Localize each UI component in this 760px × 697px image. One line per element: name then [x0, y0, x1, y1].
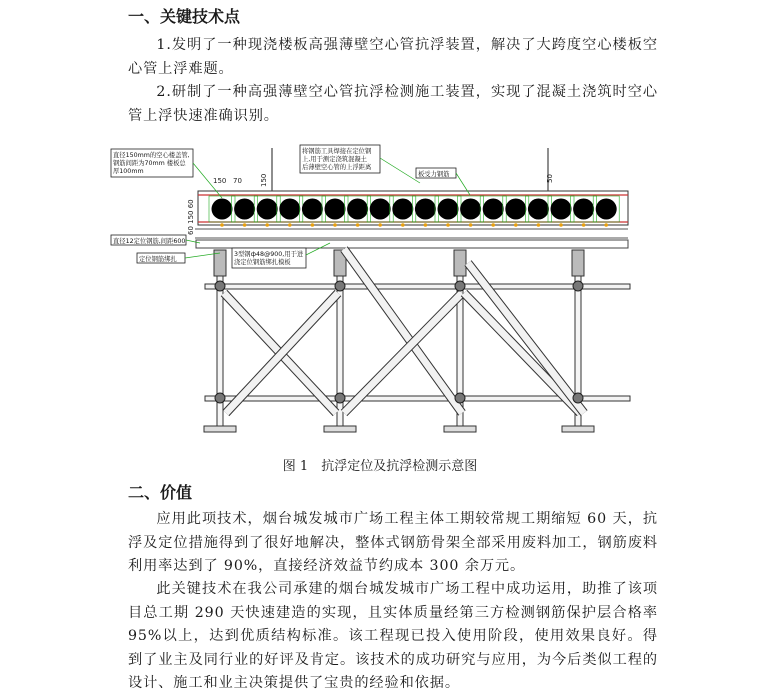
coupler — [455, 281, 465, 291]
dimension-150: 150 — [213, 177, 227, 185]
coupler — [335, 393, 345, 403]
tie-point — [220, 223, 224, 227]
base-plate — [444, 426, 476, 432]
dimension-side: 60 150 60 — [187, 199, 195, 235]
section1-title: 一、关键技术点 — [128, 7, 241, 26]
coupler — [215, 281, 225, 291]
section2-paragraph-2: 此关键技术在我公司承建的烟台城发城市广场工程中成功运用，助推了该项目总工期 290 天快速建造的实现，且实体质量经第三方检测钢筋保护层合格率 95%以上，达到优质结构标准。该工程现已投入使用阶段，使用效果良好。得到了业主及同行业的好评及肯定。该技术的成功研究与应用，为今后类似工程的设计、施工和业主决策提供了宝贵的经验和依据。 — [128, 581, 658, 691]
section1-item-1: 1.发明了一种现浇楼板高强薄壁空心管抗浮装置，解决了大跨度空心楼板空心管上浮难题。 — [128, 37, 658, 77]
hollow-pipe — [347, 199, 368, 220]
hollow-pipe — [370, 199, 391, 220]
figure-caption: 图 1 抗浮定位及抗浮检测示意图 — [282, 459, 478, 474]
dimension-70: 70 — [233, 177, 242, 185]
support-beam — [196, 240, 628, 248]
tie-point — [243, 223, 247, 227]
tie-wire-note-line: 定位钢筋绑扎 — [139, 256, 177, 263]
tie-point — [469, 223, 473, 227]
base-plate — [562, 426, 594, 432]
position-rebar-note-line: 直径12定位钢筋,间距600 — [113, 238, 186, 245]
tie-point — [537, 223, 541, 227]
coupler — [215, 393, 225, 403]
tie-point — [559, 223, 563, 227]
pipe-note-line: 直径150mm的空心楼盖管, — [113, 152, 190, 159]
coupler — [335, 281, 345, 291]
hollow-pipe — [302, 199, 323, 220]
scaffold-post — [217, 253, 223, 431]
tie-point — [604, 223, 608, 227]
hollow-pipe — [596, 199, 617, 220]
weld-note-line: 上,用于测定浇筑混凝土 — [302, 156, 367, 163]
hollow-pipe — [483, 199, 504, 220]
anti-floating-diagram — [0, 143, 760, 433]
tie-point — [582, 223, 586, 227]
horizontal-ledger — [205, 284, 630, 289]
scaffold-post — [337, 253, 343, 431]
coupler — [573, 281, 583, 291]
hollow-pipe — [325, 199, 346, 220]
hollow-pipe — [505, 199, 526, 220]
tie-point — [333, 223, 337, 227]
hollow-pipe — [392, 199, 413, 220]
hollow-pipe — [234, 199, 255, 220]
tie-point — [401, 223, 405, 227]
hollow-pipes — [195, 191, 628, 238]
beam-note-line: 3型钢ф48@900,用于进 — [234, 251, 304, 258]
base-plate — [324, 426, 356, 432]
hollow-pipe — [460, 199, 481, 220]
leader-line — [380, 158, 420, 183]
beam-note-line: 浇定位钢筋绑扎模板 — [234, 259, 291, 266]
hollow-pipe — [257, 199, 278, 220]
pipe-note-line: 钢筋间距为70mm 楼板总 — [113, 160, 186, 167]
hollow-pipe — [438, 199, 459, 220]
section2-title: 二、价值 — [128, 483, 193, 502]
pipe-note-line: 厚100mm — [113, 168, 144, 175]
hollow-pipe — [528, 199, 549, 220]
tie-point — [514, 223, 518, 227]
weld-note-line: 后薄壁空心管的上浮距离 — [302, 164, 372, 171]
adjustable-jack — [572, 250, 584, 276]
tie-point — [265, 223, 269, 227]
adjustable-jack — [454, 250, 466, 276]
diagonal-brace-fill — [464, 293, 580, 413]
tie-point — [446, 223, 450, 227]
tie-point — [424, 223, 428, 227]
tie-point — [378, 223, 382, 227]
hollow-pipe — [212, 199, 233, 220]
coupler — [573, 393, 583, 403]
hollow-pipe — [573, 199, 594, 220]
hollow-pipe — [415, 199, 436, 220]
coupler — [455, 393, 465, 403]
diagonal-brace-fill — [344, 249, 462, 413]
hollow-pipe — [279, 199, 300, 220]
tie-point — [356, 223, 360, 227]
rebar-note-line: 板受力钢筋 — [418, 171, 450, 178]
dimension-vertical: 150 — [260, 173, 268, 187]
section2-paragraph-1: 应用此项技术，烟台城发城市广场工程主体工期较常规工期缩短 60 天，抗浮及定位措施得到了很好地解决，整体式钢筋骨架全部采用废料加工，钢筋废料利用率达到了 90%，直接经济效益节约成本 300 余万元。 — [128, 511, 658, 574]
weld-note-line: 将钢筋工具焊接在定位钢 — [302, 148, 372, 155]
hollow-pipe — [551, 199, 572, 220]
tie-point — [311, 223, 315, 227]
section1-item-2: 2.研制了一种高强薄壁空心管抗浮检测施工装置，实现了混凝土浇筑时空心管上浮快速准确识别。 — [128, 84, 658, 124]
base-plate — [204, 426, 236, 432]
tie-point — [491, 223, 495, 227]
tie-point — [288, 223, 292, 227]
dimension-right: 50 — [546, 174, 554, 183]
